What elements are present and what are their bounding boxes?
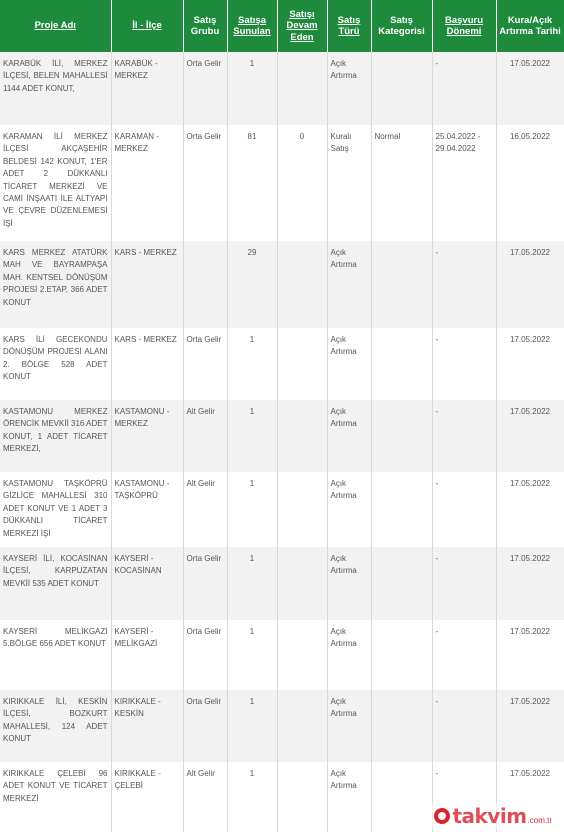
- table-row: [0, 547, 564, 620]
- auction-date-cell: 17.05.2022: [496, 690, 564, 762]
- sales-group-cell: Orta Gelir: [183, 328, 227, 400]
- project-name-cell: KASTAMONU TAŞKÖPRÜ GİZLİCE MAHALLESİ 310 ADET KONUT VE 1 ADET 3 DÜKKANLI TİCARET MERKEZİ İŞİ: [0, 472, 111, 547]
- offered-count-cell: 1: [227, 620, 277, 690]
- header-basvuru-donemi[interactable]: Başvuru Dönemi: [432, 0, 496, 52]
- table-header-row: [0, 0, 564, 52]
- sales-type-cell: Açık Artırma: [327, 620, 371, 690]
- sales-type-cell: Açık Artırma: [327, 762, 371, 832]
- auction-date-cell: 17.05.2022: [496, 328, 564, 400]
- watermark-domain: .com.tr: [527, 816, 552, 825]
- watermark-text: takvim: [452, 804, 527, 828]
- application-period-cell: -: [432, 328, 496, 400]
- sales-group-cell: Orta Gelir: [183, 125, 227, 241]
- offered-count-cell: 1: [227, 762, 277, 832]
- application-period-cell: 25.04.2022 - 29.04.2022: [432, 125, 496, 241]
- sales-category-cell: [371, 400, 432, 472]
- province-district-cell: KIRIKKALE - ÇELEBİ: [111, 762, 183, 832]
- takvim-logo-icon: [434, 808, 450, 824]
- application-period-cell: -: [432, 690, 496, 762]
- table-row: [0, 690, 564, 762]
- takvim-watermark: [428, 803, 558, 829]
- auction-date-cell: 17.05.2022: [496, 52, 564, 125]
- sales-group-cell: Alt Gelir: [183, 400, 227, 472]
- header-kura-tarihi: Kura/Açık Artırma Tarihi: [496, 0, 564, 52]
- auction-date-cell: 17.05.2022: [496, 762, 564, 832]
- sales-type-cell: Açık Artırma: [327, 547, 371, 620]
- offered-count-cell: 1: [227, 400, 277, 472]
- sales-group-cell: Orta Gelir: [183, 547, 227, 620]
- sales-type-cell: Açık Artırma: [327, 690, 371, 762]
- offered-count-cell: 1: [227, 328, 277, 400]
- sales-type-cell: Açık Artırma: [327, 328, 371, 400]
- offered-count-cell: 1: [227, 690, 277, 762]
- sales-category-cell: [371, 547, 432, 620]
- project-name-cell: KAYSERİ MELİKGAZİ 5.BÖLGE 656 ADET KONUT: [0, 620, 111, 690]
- ongoing-count-cell: [277, 472, 327, 547]
- offered-count-cell: 1: [227, 472, 277, 547]
- ongoing-count-cell: 0: [277, 125, 327, 241]
- sales-type-cell: Kuralı Satış: [327, 125, 371, 241]
- offered-count-cell: 1: [227, 547, 277, 620]
- application-period-cell: -: [432, 52, 496, 125]
- sales-category-cell: [371, 241, 432, 328]
- ongoing-count-cell: [277, 620, 327, 690]
- province-district-cell: KASTAMONU - MERKEZ: [111, 400, 183, 472]
- sales-category-cell: [371, 52, 432, 125]
- province-district-cell: KAYSERİ - KOCASİNAN: [111, 547, 183, 620]
- province-district-cell: KARAMAN - MERKEZ: [111, 125, 183, 241]
- table-row: [0, 328, 564, 400]
- sales-type-cell: Açık Artırma: [327, 241, 371, 328]
- province-district-cell: KARABÜK - MERKEZ: [111, 52, 183, 125]
- auction-date-cell: 17.05.2022: [496, 241, 564, 328]
- sales-category-cell: [371, 762, 432, 832]
- table-row: [0, 125, 564, 241]
- auction-date-cell: 17.05.2022: [496, 472, 564, 547]
- sales-group-cell: [183, 241, 227, 328]
- table-row: [0, 400, 564, 472]
- sales-group-cell: Alt Gelir: [183, 762, 227, 832]
- application-period-cell: -: [432, 400, 496, 472]
- project-name-cell: KARAMAN İLİ MERKEZ İLÇESİ AKÇAŞEHİR BELDESİ 142 KONUT, 1'ER ADET 2 DÜKKANLI TİCARET MERKEZİ VE CAMİ İNŞAATI İLE ALTYAPI VE ÇEVRE DÜZENLEMESİ İŞİ: [0, 125, 111, 241]
- application-period-cell: -: [432, 472, 496, 547]
- header-proje-adi[interactable]: Proje Adı: [0, 0, 111, 52]
- sales-group-cell: Orta Gelir: [183, 620, 227, 690]
- project-name-cell: KIRIKKALE İLİ, KESKİN İLÇESİ, BOZKURT MAHALLESİ, 124 ADET KONUT: [0, 690, 111, 762]
- auction-date-cell: 17.05.2022: [496, 400, 564, 472]
- sales-category-cell: [371, 472, 432, 547]
- province-district-cell: KIRIKKALE - KESKİN: [111, 690, 183, 762]
- sales-category-cell: [371, 328, 432, 400]
- project-name-cell: KARS İLİ GECEKONDU DÖNÜŞÜM PROJESİ ALANI 2. BÖLGE 528 ADET KONUT: [0, 328, 111, 400]
- sales-category-cell: [371, 620, 432, 690]
- offered-count-cell: 1: [227, 52, 277, 125]
- project-name-cell: KARABÜK İLİ, MERKEZ İLÇESİ, BELEN MAHALLESİ 1144 ADET KONUT,: [0, 52, 111, 125]
- ongoing-count-cell: [277, 52, 327, 125]
- ongoing-count-cell: [277, 328, 327, 400]
- table-row: [0, 52, 564, 125]
- table-row: [0, 472, 564, 547]
- table-row: [0, 620, 564, 690]
- sales-category-cell: Normal: [371, 125, 432, 241]
- province-district-cell: KASTAMONU - TAŞKÖPRÜ: [111, 472, 183, 547]
- ongoing-count-cell: [277, 762, 327, 832]
- application-period-cell: -: [432, 547, 496, 620]
- sales-group-cell: Orta Gelir: [183, 690, 227, 762]
- table-row: [0, 241, 564, 328]
- province-district-cell: KARS - MERKEZ: [111, 241, 183, 328]
- sales-type-cell: Açık Artırma: [327, 52, 371, 125]
- header-satisi-devam-eden[interactable]: Satışı Devam Eden: [277, 0, 327, 52]
- offered-count-cell: 29: [227, 241, 277, 328]
- project-name-cell: KASTAMONU MERKEZ ÖRENCİK MEVKİİ 316 ADET KONUT, 1 ADET TİCARET MERKEZİ,: [0, 400, 111, 472]
- header-il-ilce[interactable]: İl - İlçe: [111, 0, 183, 52]
- ongoing-count-cell: [277, 400, 327, 472]
- header-satis-grubu: Satış Grubu: [183, 0, 227, 52]
- project-name-cell: KIRIKKALE ÇELEBİ 96 ADET KONUT VE TİCARET MERKEZİ: [0, 762, 111, 832]
- sales-type-cell: Açık Artırma: [327, 472, 371, 547]
- offered-count-cell: 81: [227, 125, 277, 241]
- ongoing-count-cell: [277, 690, 327, 762]
- sales-type-cell: Açık Artırma: [327, 400, 371, 472]
- header-satis-kategorisi: Satış Kategorisi: [371, 0, 432, 52]
- ongoing-count-cell: [277, 547, 327, 620]
- application-period-cell: -: [432, 620, 496, 690]
- auction-date-cell: 17.05.2022: [496, 620, 564, 690]
- project-name-cell: KAYSERİ İLİ, KOCASİNAN İLÇESİ, KARPUZATAN MEVKİİ 535 ADET KONUT: [0, 547, 111, 620]
- project-name-cell: KARS MERKEZ ATATÜRK MAH VE BAYRAMPAŞA MAH. KENTSEL DÖNÜŞÜM PROJESİ 2.ETAP, 366 ADET KONUT: [0, 241, 111, 328]
- application-period-cell: -: [432, 241, 496, 328]
- ongoing-count-cell: [277, 241, 327, 328]
- header-satisa-sunulan[interactable]: Satışa Sunulan: [227, 0, 277, 52]
- province-district-cell: KARS - MERKEZ: [111, 328, 183, 400]
- auction-date-cell: 16.05.2022: [496, 125, 564, 241]
- application-period-cell: -: [432, 762, 496, 832]
- auction-date-cell: 17.05.2022: [496, 547, 564, 620]
- sales-group-cell: Alt Gelir: [183, 472, 227, 547]
- sales-category-cell: [371, 690, 432, 762]
- sales-group-cell: Orta Gelir: [183, 52, 227, 125]
- province-district-cell: KAYSERİ - MELİKGAZİ: [111, 620, 183, 690]
- header-satis-turu[interactable]: Satış Türü: [327, 0, 371, 52]
